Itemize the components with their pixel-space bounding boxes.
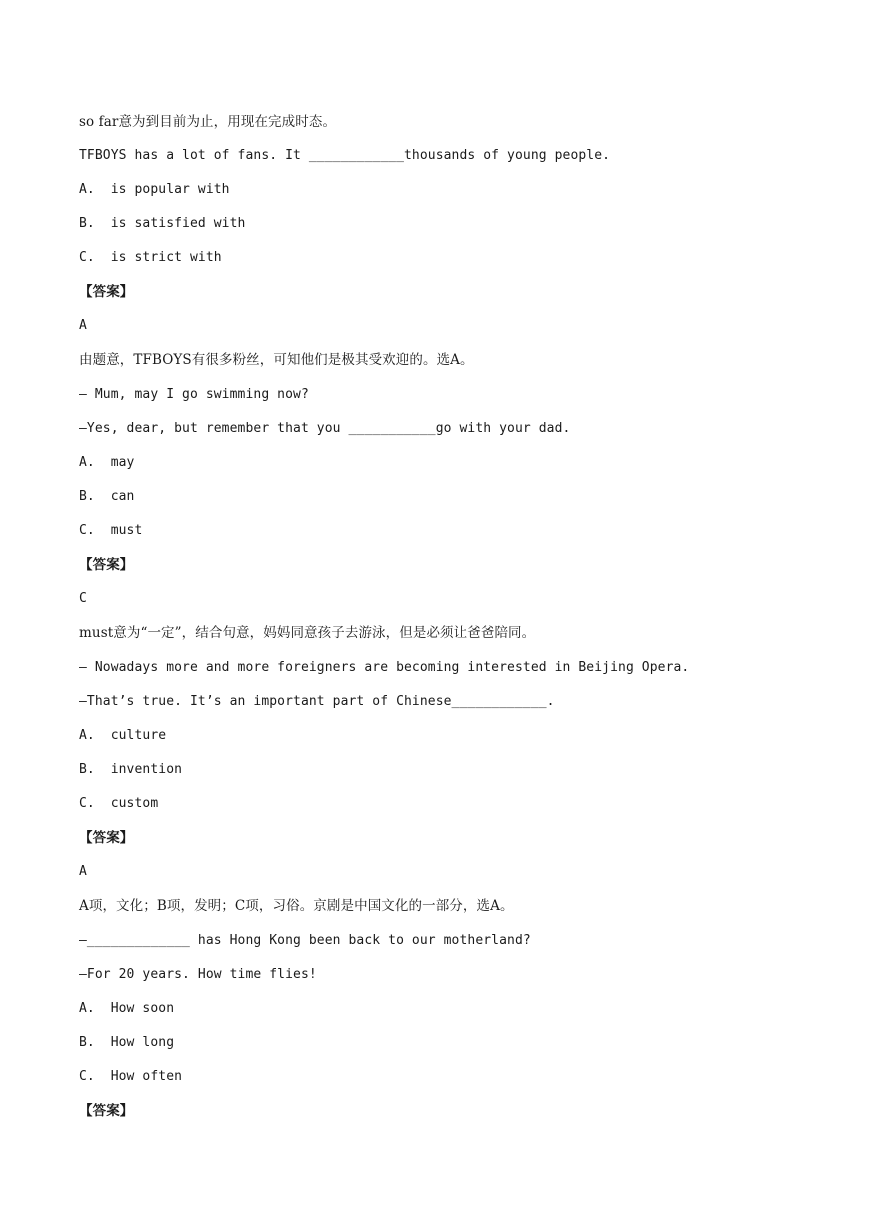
option-c: C. How often — [79, 1069, 183, 1084]
option-a: A. may — [79, 455, 135, 470]
explanation-text: must意为“一定”，结合句意，妈妈同意孩子去游泳，但是必须让爸爸陪同。 — [79, 625, 536, 641]
question-text: —_____________ has Hong Kong been back to our motherland? — [79, 933, 531, 948]
option-b: B. How long — [79, 1035, 175, 1050]
explanation-text: 由题意，TFBOYS有很多粉丝，可知他们是极其受欢迎的。选A。 — [79, 352, 474, 368]
option-c: C. custom — [79, 796, 159, 811]
answer-heading: 【答案】 — [79, 557, 134, 573]
option-b: B. invention — [79, 762, 183, 777]
answer-heading: 【答案】 — [79, 1103, 134, 1119]
explanation-text: so far意为到目前为止，用现在完成时态。 — [79, 114, 337, 130]
answer-letter: C — [79, 591, 87, 606]
option-a: A. is popular with — [79, 182, 230, 197]
option-c: C. must — [79, 523, 143, 538]
explanation-text: A项，文化；B项，发明；C项，习俗。京剧是中国文化的一部分，选A。 — [79, 898, 514, 914]
answer-heading: 【答案】 — [79, 830, 134, 846]
question-text: —That’s true. It’s an important part of Chinese____________. — [79, 694, 555, 709]
question-text: —Yes, dear, but remember that you ___________go with your dad. — [79, 421, 571, 436]
answer-letter: A — [79, 318, 87, 333]
question-text: — Mum, may I go swimming now? — [79, 387, 309, 402]
option-b: B. is satisfied with — [79, 216, 246, 231]
option-b: B. can — [79, 489, 135, 504]
answer-heading: 【答案】 — [79, 284, 134, 300]
question-text: TFBOYS has a lot of fans. It ____________thousands of young people. — [79, 148, 611, 163]
option-a: A. How soon — [79, 1001, 175, 1016]
option-c: C. is strict with — [79, 250, 222, 265]
answer-letter: A — [79, 864, 87, 879]
option-a: A. culture — [79, 728, 167, 743]
question-text: —For 20 years. How time flies! — [79, 967, 317, 982]
question-text: — Nowadays more and more foreigners are becoming interested in Beijing Opera. — [79, 660, 690, 675]
